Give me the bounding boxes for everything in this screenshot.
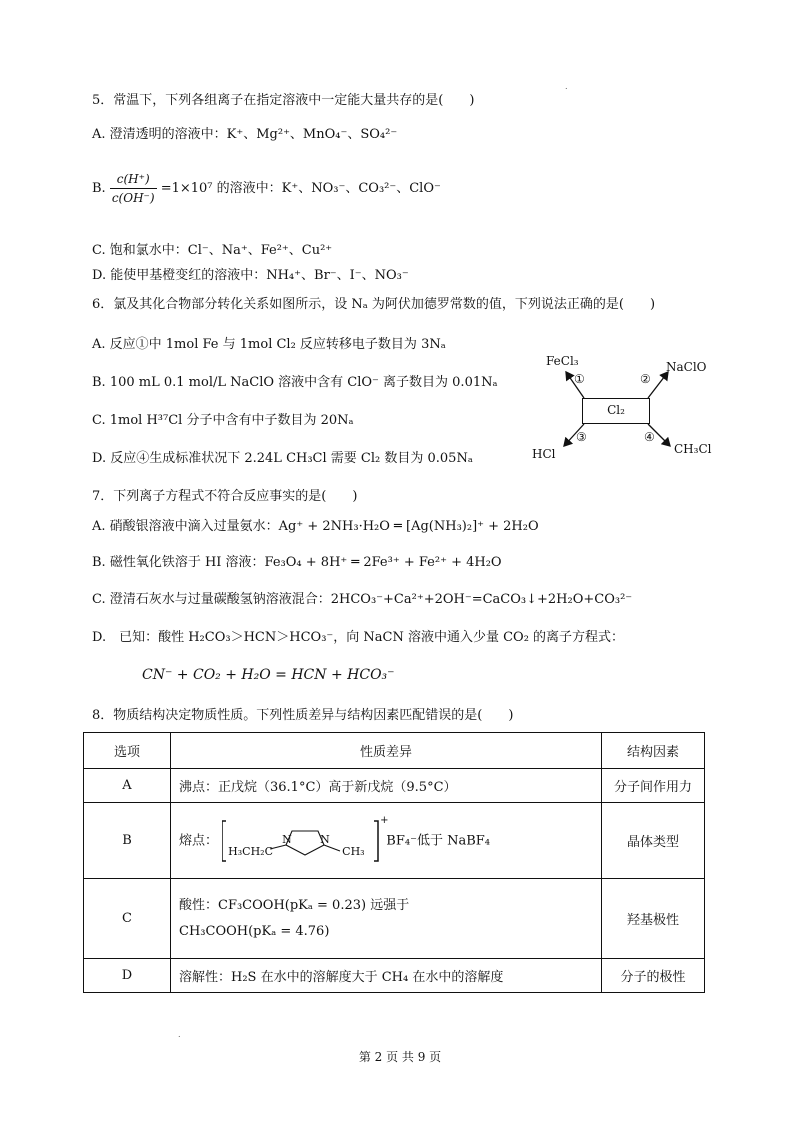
acidity-line-1: 酸性：CF₃COOH(pKₐ = 0.23) 远强于 <box>179 897 410 913</box>
table-row <box>84 769 705 803</box>
methyl-group: CH₃ <box>342 844 365 858</box>
diagram-reaction-2: ② <box>640 372 651 386</box>
cation-charge: + <box>380 814 389 826</box>
table-cell-property: 溶解性：H₂S 在水中的溶解度大于 CH₄ 在水中的溶解度 <box>171 959 602 993</box>
diagram-hcl: HCl <box>532 447 556 461</box>
diagram-reaction-1: ① <box>574 372 585 386</box>
table-cell-property <box>171 879 602 959</box>
q5-b-numerator: c(H⁺) <box>110 170 157 189</box>
table-header-factor: 结构因素 <box>602 733 705 769</box>
q5-b-rest: 的溶液中：K⁺、NO₃⁻、CO₃²⁻、ClO⁻ <box>216 181 441 196</box>
q6-option-c: C. 1mol H³⁷Cl 分子中含有中子数目为 20Nₐ <box>92 413 354 428</box>
table-header-row <box>84 733 705 769</box>
stray-dot: . <box>565 82 568 91</box>
nabf4-text: NaBF₄ <box>447 833 491 848</box>
q6-option-a: A. 反应①中 1mol Fe 与 1mol Cl₂ 反应转移电子数目为 3Nₐ <box>92 337 446 352</box>
q7-stem: 7．下列离子方程式不符合反应事实的是( ) <box>92 489 358 504</box>
table-cell-option: A <box>84 769 171 803</box>
table-header-option: 选项 <box>84 733 171 769</box>
ethyl-group: H₃CH₂C <box>228 844 273 858</box>
diagram-fecl3: FeCl₃ <box>546 354 579 368</box>
table-cell-factor: 分子间作用力 <box>602 769 705 803</box>
table-row <box>84 959 705 993</box>
q8-table <box>83 732 705 993</box>
diagram-cl2-box: Cl₂ <box>582 398 650 424</box>
q7-option-c: C. 澄清石灰水与过量碳酸氢钠溶液混合：2HCO₃⁻+Ca²⁺+2OH⁻=CaCO₃↓+2H₂O+CO₃²⁻ <box>92 592 633 607</box>
page-footer: 第 2 页 共 9 页 <box>358 1050 442 1064</box>
chlorine-conversion-diagram <box>528 350 718 465</box>
q5-stem: 5．常温下，下列各组离子在指定溶液中一定能大量共存的是( ) <box>92 93 475 108</box>
table-row <box>84 803 705 879</box>
bf4-lower-text: BF₄⁻低于 <box>386 833 443 848</box>
table-cell-factor: 晶体类型 <box>602 803 705 879</box>
q7-option-a: A. 硝酸银溶液中滴入过量氨水：Ag⁺ + 2NH₃·H₂O ═ [Ag(NH₃)₂]⁺ + 2H₂O <box>92 519 539 534</box>
q5-b-fraction <box>110 170 157 207</box>
diagram-reaction-4: ④ <box>644 430 655 444</box>
stray-dot: . <box>178 1030 181 1039</box>
q7-option-d-line1: D. 已知：酸性 H₂CO₃＞HCN＞HCO₃⁻，向 NaCN 溶液中通入少量 CO₂ 的离子方程式： <box>92 630 625 645</box>
acidity-line-2: CH₃COOH(pKₐ = 4.76) <box>179 923 330 939</box>
q5-option-b <box>92 170 441 207</box>
table-cell-factor: 分子的极性 <box>602 959 705 993</box>
q5-option-a: A. 澄清透明的溶液中：K⁺、Mg²⁺、MnO₄⁻、SO₄²⁻ <box>92 127 398 142</box>
diagram-reaction-3: ③ <box>576 430 587 444</box>
imidazolium-structure <box>222 814 389 865</box>
table-cell-factor: 羟基极性 <box>602 879 705 959</box>
table-cell-option: C <box>84 879 171 959</box>
table-cell-option: B <box>84 803 171 879</box>
melting-point-label: 熔点： <box>179 833 219 848</box>
nitrogen-right: N <box>320 832 330 846</box>
diagram-naclo: NaClO <box>666 360 707 374</box>
q6-option-b: B. 100 mL 0.1 mol/L NaClO 溶液中含有 ClO⁻ 离子数目为 0.01Nₐ <box>92 375 498 390</box>
q8-stem: 8．物质结构决定物质性质。下列性质差异与结构因素匹配错误的是( ) <box>92 708 514 723</box>
table-header-property: 性质差异 <box>171 733 602 769</box>
q6-option-d: D. 反应④生成标准状况下 2.24L CH₃Cl 需要 Cl₂ 数目为 0.05Nₐ <box>92 451 473 466</box>
q5-b-prefix: B. <box>92 181 106 196</box>
table-cell-option: D <box>84 959 171 993</box>
q7-option-b: B. 磁性氧化铁溶于 HI 溶液：Fe₃O₄ + 8H⁺ ═ 2Fe³⁺ + Fe²⁺ + 4H₂O <box>92 555 502 570</box>
q5-b-denominator: c(OH⁻) <box>111 191 155 205</box>
q6-stem: 6．氯及其化合物部分转化关系如图所示，设 Nₐ 为阿伏加德罗常数的值，下列说法正确的是( ) <box>92 297 656 312</box>
table-cell-property <box>171 803 602 879</box>
nitrogen-left: N <box>282 832 292 846</box>
q7-option-d-equation: CN⁻ + CO₂ + H₂O = HCN + HCO₃⁻ <box>142 667 395 683</box>
q5-option-c: C. 饱和氯水中：Cl⁻、Na⁺、Fe²⁺、Cu²⁺ <box>92 243 333 258</box>
table-row <box>84 879 705 959</box>
table-cell-property: 沸点：正戊烷（36.1°C）高于新戊烷（9.5°C） <box>171 769 602 803</box>
diagram-ch3cl: CH₃Cl <box>674 442 712 456</box>
q5-option-d: D. 能使甲基橙变红的溶液中：NH₄⁺、Br⁻、I⁻、NO₃⁻ <box>92 268 409 283</box>
q5-b-equation: =1×10⁷ <box>160 181 213 196</box>
